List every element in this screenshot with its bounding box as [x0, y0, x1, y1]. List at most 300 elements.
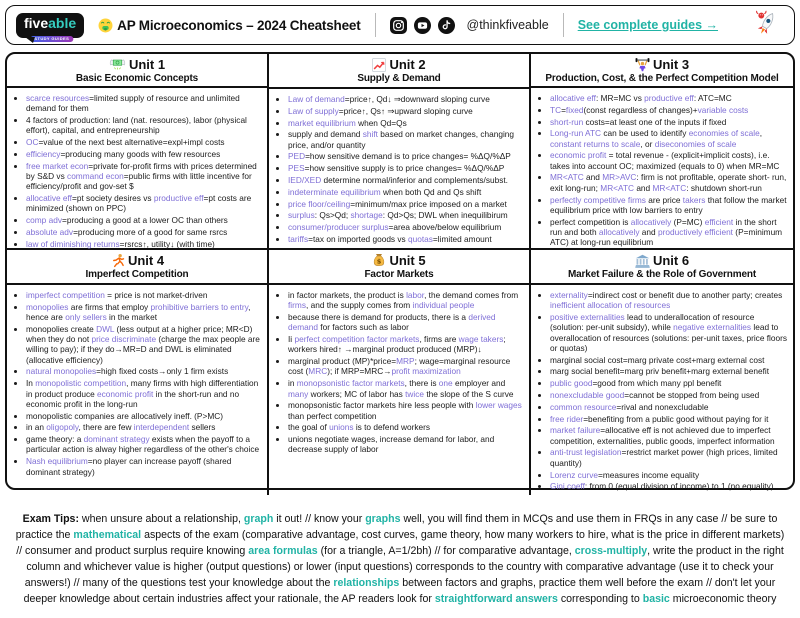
text-segment: MR<ATC	[652, 182, 687, 193]
runner-icon	[110, 253, 125, 268]
bullet-item	[550, 217, 789, 248]
bullet-item	[550, 105, 789, 115]
text-segment: monopolies create	[26, 323, 97, 334]
bullet-item	[26, 93, 263, 114]
text-segment: = price is not market-driven	[104, 290, 208, 300]
text-segment: basic	[642, 593, 670, 606]
logo-text-five: five	[24, 14, 49, 31]
bullet-item	[26, 149, 263, 159]
text-segment: area formulas	[248, 545, 318, 558]
bullet-item	[550, 150, 789, 171]
text-segment: public good	[550, 378, 593, 389]
text-segment: in the short-run and no economic profit in the long-run	[26, 388, 240, 409]
fiveable-logo	[16, 13, 84, 41]
bullet-item	[288, 187, 525, 197]
text-segment: fixed	[565, 104, 584, 115]
text-segment: : ATC=MC	[693, 93, 732, 103]
text-segment: allocative eff	[26, 193, 72, 204]
unit-4-bullet-list	[7, 290, 263, 493]
text-segment: (const regardless of changes)+	[583, 104, 698, 115]
text-segment: PES	[288, 163, 305, 174]
unit-3-panel	[531, 54, 793, 250]
bullet-item	[26, 366, 263, 376]
text-segment: cross-multiply	[574, 545, 648, 558]
text-segment: Long-run ATC	[550, 128, 602, 139]
unit-4-panel	[7, 250, 269, 495]
text-segment: is to defend workers	[353, 422, 431, 433]
unit-subtitle: Market Failure & the Role of Government	[567, 269, 757, 280]
unit-6-panel	[531, 250, 793, 495]
text-segment: =rsrcs↑, utility↓ (with time)	[119, 238, 215, 249]
text-segment: =no player can increase payoff (shared dominant strategy)	[26, 456, 232, 477]
bullet-item	[288, 210, 525, 220]
text-segment: employer and	[452, 378, 506, 389]
bullet-item	[288, 378, 525, 399]
bullet-item	[550, 390, 789, 400]
text-segment: : firm is not profitable, operate short- run, exit long-run;	[550, 172, 787, 193]
text-segment: scarce resources	[26, 93, 90, 103]
text-segment: = total revenue - (explicit+implicit costs), i.e. takes into account OC; maximized (equals to 0) when MR=MC	[550, 150, 780, 171]
bullet-item	[288, 118, 525, 128]
text-segment: efficient	[704, 216, 734, 227]
unit-1-bullet-list	[7, 93, 263, 250]
bullet-item	[26, 324, 263, 365]
text-segment: in the short run and both	[550, 216, 777, 237]
text-segment: well, you will find them in MCQs and use them in FRQs in any case // be sure to practice the	[15, 513, 778, 542]
text-segment: imperfect competition	[26, 290, 105, 300]
bullet-item	[550, 195, 789, 216]
text-segment: command econ	[67, 170, 124, 181]
unit-subtitle: Supply & Demand	[357, 73, 441, 84]
text-segment: surplus	[288, 210, 315, 221]
unit-subtitle: Factor Markets	[364, 269, 434, 280]
text-segment: takers	[682, 194, 706, 205]
bullet-item	[26, 422, 263, 432]
text-segment: aspects of the exam (comparative advantage, cost curves, game theory, how many workers to hire, what is the price in different markets) // consumer and product surplus require knowing	[16, 529, 785, 558]
text-segment: =good from which many ppl benefit	[592, 378, 722, 389]
text-segment: In	[26, 378, 36, 389]
text-segment: unions	[329, 422, 354, 433]
unit-3-bullet-list	[531, 93, 789, 249]
text-segment: market failure	[550, 425, 601, 436]
text-segment: , firms are	[419, 334, 459, 345]
text-segment: short-run	[550, 116, 584, 127]
social-handle: @thinkfiveable	[466, 18, 549, 32]
text-segment: monopolies	[26, 301, 69, 312]
unit-3-header	[531, 54, 793, 88]
text-segment: =rival and nonexcludable	[616, 401, 709, 412]
text-segment: =restrict market power (high prices, limited quantity)	[550, 447, 778, 468]
text-segment: exists when the payoff to a particular action is alway higher regardless of the other's choice	[26, 434, 260, 455]
text-segment: lower wages	[475, 400, 522, 411]
text-segment: =how sensitive supply is to price changes= %ΔQ/%ΔP	[304, 163, 505, 174]
youtube-icon[interactable]	[414, 17, 431, 34]
text-segment: =high fixed costs→only 1 firm exists	[96, 366, 229, 377]
logo-text-able: able	[48, 14, 77, 31]
text-segment: =area above/below equilibrium	[388, 222, 502, 233]
text-segment: the goal of	[288, 422, 330, 433]
svg-text:$: $	[377, 257, 382, 266]
bullet-item	[288, 106, 525, 116]
text-segment: =how sensitive demand is to price changes= %ΔQ/%ΔP	[305, 151, 511, 162]
text-segment: anti-trust legislation	[550, 447, 622, 458]
text-segment: workers; MC of labor has	[308, 388, 406, 399]
bullet-item	[550, 117, 789, 127]
text-segment: variable costs	[697, 104, 749, 115]
bullet-item	[26, 434, 263, 455]
text-segment: monopsonistic factor markets hire less people with	[288, 400, 476, 411]
bullet-item	[550, 425, 789, 446]
text-segment: perfect competition is	[550, 216, 631, 227]
text-segment: , the demand comes from	[424, 290, 519, 300]
exam-tips	[12, 511, 788, 608]
text-segment: (charge the max people are willing to pay); if they do→MR=D and DWL is eliminated (allocative efficiency)	[26, 334, 260, 365]
divider	[563, 13, 564, 37]
text-segment: market equilibrium	[288, 117, 356, 128]
bullet-item	[26, 302, 263, 323]
text-segment: allocatively	[630, 216, 672, 227]
text-segment: allocative eff	[550, 93, 596, 103]
text-segment: graphs	[365, 513, 401, 525]
text-segment: than perfect competition	[288, 410, 377, 421]
text-segment: =producing many goods with few resources	[60, 148, 221, 159]
bullet-item	[550, 378, 789, 388]
text-segment: when both Qd and Qs shift	[380, 186, 482, 197]
text-segment: =producing more of a good for same rsrcs	[73, 226, 228, 237]
text-segment: when unsure about a relationship,	[81, 513, 244, 525]
text-segment: monopolistic competition	[35, 378, 127, 389]
text-segment: inefficient allocation of resources	[550, 300, 671, 311]
divider	[375, 13, 376, 37]
text-segment: negative externalities	[673, 322, 752, 333]
text-segment: nonexcludable good	[550, 390, 625, 401]
bullet-item	[550, 355, 789, 365]
unit-2-panel	[269, 54, 531, 250]
bullet-item	[288, 222, 525, 232]
text-segment: =producing a good at a lower OC than others	[61, 215, 228, 226]
text-segment: TC	[550, 104, 562, 115]
text-segment: lead to underallocation of resource (solution: per-unit subsidy), while	[550, 312, 755, 333]
text-segment: =pt society desires vs	[71, 193, 154, 204]
text-segment: =minimum/max price imposed on a market	[350, 198, 507, 209]
text-segment: free rider	[550, 413, 584, 424]
header-bar	[5, 5, 795, 45]
unit-5-panel	[269, 250, 531, 495]
text-segment: =	[561, 104, 566, 115]
text-segment: , there is	[404, 378, 439, 389]
text-segment: oligopoly	[46, 422, 79, 433]
unit-title: Unit 6	[652, 253, 690, 268]
rocket-crab-mascot-icon	[748, 9, 784, 41]
unit-1-panel	[7, 54, 269, 250]
text-segment: Exam Tips:	[22, 513, 82, 525]
text-segment: and	[583, 172, 603, 183]
unit-title: Unit 4	[127, 253, 165, 268]
text-segment: for factors such as labor	[317, 322, 409, 333]
text-segment: =allocative eff is not achieved due to imperfect competition, externalities, public goods, imperfect information	[550, 425, 775, 446]
bullet-item	[288, 234, 525, 244]
text-segment: =indirect cost or benefit due to another party; creates	[587, 290, 783, 300]
text-segment: , hence are	[26, 301, 251, 323]
bullet-item	[550, 366, 789, 376]
text-segment: straightforward answers	[434, 593, 558, 606]
bullet-item	[288, 199, 525, 209]
text-segment: are firms that employ	[68, 301, 151, 312]
see-complete-guides-link[interactable]: See complete guides →	[577, 18, 719, 32]
text-segment: , there are few	[78, 422, 134, 433]
bullet-item	[26, 161, 263, 192]
money-wings-icon	[109, 58, 126, 71]
text-segment: mathematical	[73, 529, 142, 542]
text-segment: =private for-profit firms with prices determined by S&D vs	[26, 160, 257, 181]
unit-title: Unit 3	[652, 57, 690, 72]
bullet-item	[550, 93, 789, 103]
text-segment: based on market changes, changing price, and/or quantity	[288, 129, 515, 150]
text-segment: , or	[640, 138, 655, 149]
text-segment: , many firms with high differentiation in product produce	[26, 378, 259, 399]
bullet-item	[550, 470, 789, 480]
text-segment: relationships	[333, 577, 400, 590]
bullet-item	[288, 356, 525, 377]
text-segment: lead to overallocation of resources (solutions: per-unit taxes, price floors or quotas)	[550, 322, 788, 353]
text-segment: and	[639, 226, 658, 237]
bullet-item	[26, 290, 263, 300]
text-segment: =price↑, Qs↑ ⇒upward sloping curve	[338, 105, 473, 116]
text-segment: law of diminishing returns	[26, 238, 120, 249]
text-segment: (for a triangle, A=1/2bh) // for comparative advantage,	[317, 545, 575, 558]
text-segment: individual people	[412, 300, 475, 311]
bullet-item	[288, 400, 525, 421]
text-segment: : MR=MC vs	[595, 93, 645, 103]
page-title: AP Microeconomics – 2024 Cheatsheet	[117, 17, 361, 33]
text-segment: supply and demand	[288, 129, 363, 140]
text-segment: =limited supply of resource and unlimited demand for them	[26, 93, 240, 114]
text-segment: can be used to identify	[601, 128, 689, 139]
text-segment: Law of demand	[288, 94, 345, 104]
money-mouth-icon	[98, 18, 113, 33]
bullet-item	[26, 239, 263, 249]
text-segment: ); if MRP=MRC→	[327, 366, 392, 377]
text-segment: productively efficient	[657, 226, 733, 237]
text-segment: : shutdown short-run	[686, 182, 762, 193]
text-segment: derived demand	[288, 312, 496, 333]
text-segment: graph	[243, 513, 274, 525]
money-bag-icon	[372, 253, 386, 268]
text-segment: productive eff	[153, 193, 204, 204]
text-segment: =benefiting from a public good without paying for it	[583, 413, 769, 424]
text-segment: unions negotiate wages, increase demand for labor, and decrease supply of labor	[288, 434, 495, 455]
text-segment: OC	[26, 137, 39, 148]
text-segment: absolute adv	[26, 226, 74, 237]
text-segment: DWL	[96, 323, 115, 334]
text-segment: interdependent	[133, 422, 190, 433]
text-segment: MRC	[308, 366, 328, 377]
bullet-item	[288, 422, 525, 432]
text-segment: , write the product in the right column and whichever value is higher (output questions) or lower (input questions) corresponds to the country with comparative advantage (use it to check your answers!) // many of the questions test your knowledge about the	[24, 545, 784, 590]
bullet-item	[550, 414, 789, 424]
text-segment: (P=MC)	[671, 216, 705, 227]
bullet-item	[550, 312, 789, 353]
text-segment: =measures income equality	[597, 469, 700, 480]
text-segment: Law of supply	[288, 105, 339, 116]
text-segment: are price	[645, 194, 683, 205]
text-segment: : Qs>Qd;	[314, 210, 351, 221]
text-segment: sellers	[189, 422, 216, 433]
text-segment: perfectly competitive firms	[550, 194, 646, 205]
units-grid	[5, 52, 795, 490]
bullet-item	[26, 193, 263, 214]
text-segment: determine normal/inferior and complements/subst.	[321, 174, 508, 185]
chart-increasing-icon	[372, 58, 386, 72]
classical-building-icon	[635, 254, 650, 268]
bullet-item	[288, 129, 525, 150]
unit-2-header	[269, 54, 529, 89]
bullet-item	[550, 128, 789, 149]
text-segment: economic profit	[97, 388, 154, 399]
bullet-item	[26, 378, 263, 409]
text-segment: quotas	[408, 233, 433, 244]
text-segment: , and the supply comes from	[305, 300, 413, 311]
bullet-item	[288, 312, 525, 333]
logo-badge: STUDY GUIDES	[30, 36, 73, 42]
text-segment: free market econ	[26, 160, 89, 171]
text-segment: economic profit	[550, 150, 607, 161]
text-segment: diseconomies of scale	[654, 138, 737, 149]
text-segment: : from 0 (equal division of income) to 1 (no equality)	[584, 481, 774, 492]
text-segment: indeterminate equilibrium	[288, 186, 381, 197]
bullet-item	[26, 137, 263, 147]
text-segment: ; wage=marginal resource cost (	[288, 356, 511, 377]
text-segment: IED/XED	[288, 174, 322, 185]
text-segment: because there is demand for products, there is a	[288, 312, 469, 323]
unit-title: Unit 2	[389, 57, 426, 72]
text-segment: marg social benefit=marg priv benefit+marg external benefit	[550, 366, 770, 377]
unit-subtitle: Basic Economic Concepts	[75, 73, 199, 84]
text-segment: and	[634, 182, 653, 193]
text-segment: between factors and graphs, practice them well before the exam // don't let your deeper knowledge about certain industries affect your rationale, the AP readers look for	[23, 577, 776, 606]
text-segment: ; workers hired↑ →marginal product produced (MRP)↓	[288, 334, 506, 355]
text-segment: game theory: a	[26, 434, 84, 445]
unit-1-header	[7, 54, 267, 88]
text-segment: shift	[362, 129, 378, 140]
text-segment: marginal social cost=marg private cost+marg external cost	[550, 354, 765, 365]
unit-2-bullet-list	[269, 94, 525, 246]
text-segment: Nash equilibrium	[26, 456, 88, 467]
text-segment: only sellers	[65, 312, 107, 323]
text-segment: monopsonistic factor markets	[296, 378, 405, 389]
text-segment: : Qd>Qs; DWL when inequilibirum	[382, 210, 508, 221]
unit-5-bullet-list	[269, 290, 525, 493]
unit-title: Unit 5	[389, 253, 426, 268]
text-segment: corresponding to	[557, 593, 643, 606]
text-segment: =public firms with little incentive for efficiency/profit and gov-set $	[26, 170, 252, 192]
text-segment: =tax on imported goods vs	[308, 233, 408, 244]
text-segment: constant returns to scale	[550, 138, 641, 149]
text-segment: shortage	[350, 210, 383, 221]
text-segment: in factor markets, the product is	[288, 290, 407, 300]
unit-6-header	[531, 250, 793, 285]
text-segment: wage takers	[458, 334, 504, 345]
text-segment: comp adv	[26, 215, 62, 226]
text-segment: it out! // know your	[273, 513, 366, 525]
tiktok-icon[interactable]	[438, 17, 455, 34]
bullet-item	[288, 434, 525, 455]
text-segment: =pt costs are minimized (shown on PPC)	[26, 193, 252, 214]
bullet-item	[550, 447, 789, 468]
bullet-item	[550, 481, 789, 491]
social-icons	[390, 17, 455, 34]
unit-6-bullet-list	[531, 290, 789, 493]
instagram-icon[interactable]	[390, 17, 407, 34]
bullet-item	[26, 411, 263, 421]
text-segment: labor	[406, 290, 425, 300]
unit-subtitle: Production, Cost, & the Perfect Competition Model	[545, 73, 779, 84]
text-segment: =limited amount	[432, 233, 492, 244]
text-segment: MRP	[396, 356, 415, 367]
unit-4-header	[7, 250, 267, 285]
bullet-item	[288, 175, 525, 185]
bullet-item	[550, 290, 789, 311]
text-segment: Ii	[288, 334, 295, 345]
text-segment: when Qd=Qs	[355, 117, 407, 128]
bullet-item	[26, 456, 263, 477]
text-segment: marginal product (MP)*price=	[288, 356, 397, 367]
text-segment: PED	[288, 151, 306, 162]
text-segment: consumer/producer surplus	[288, 222, 389, 233]
text-segment: Lorenz curve	[550, 469, 598, 480]
unit-title: Unit 1	[128, 57, 166, 72]
text-segment: externality	[550, 290, 588, 300]
text-segment: in	[288, 378, 297, 389]
text-segment: (less output at a higher price; MR<D) when they do not	[26, 323, 253, 345]
text-segment: ,	[759, 128, 763, 139]
unit-5-header	[269, 250, 529, 285]
text-segment: =value of the next best alternative=expl+impl costs	[38, 137, 225, 148]
text-segment: allocatively	[598, 226, 640, 237]
text-segment: twice	[405, 388, 425, 399]
weightlifter-icon	[635, 57, 650, 72]
bullet-item	[26, 115, 263, 136]
text-segment: in an	[26, 422, 47, 433]
text-segment: many	[288, 388, 309, 399]
text-segment: one	[438, 378, 453, 389]
text-segment: microeconomic theory	[669, 593, 777, 606]
text-segment: price discriminate	[91, 334, 157, 345]
text-segment: tariffs	[288, 233, 309, 244]
bullet-item	[288, 94, 525, 104]
text-segment: common resource	[550, 401, 617, 412]
text-segment: productive eff	[644, 93, 694, 103]
text-segment: positive externalities	[550, 312, 625, 323]
text-segment: in the market	[106, 312, 157, 323]
bullet-item	[288, 290, 525, 311]
bullet-item	[550, 402, 789, 412]
unit-subtitle: Imperfect Competition	[85, 269, 189, 280]
text-segment: =price↑, Qd↓ ⇒downward sloping curve	[344, 94, 490, 104]
text-segment: (P=minimum ATC) at long-run equilibrium	[550, 226, 783, 248]
bullet-item	[288, 163, 525, 173]
bullet-item	[26, 215, 263, 225]
text-segment: price floor/ceiling	[288, 198, 351, 209]
text-segment: MR<ATC	[600, 182, 635, 193]
text-segment: profit maximization	[391, 366, 461, 377]
text-segment: Gini coeff	[550, 481, 585, 492]
text-segment: =cannot be stopped from being used	[624, 390, 760, 401]
text-segment: monopolistic companies are allocatively ineff. (P>MC)	[26, 410, 223, 421]
text-segment: 4 factors of production: land (nat. resources), labor (physical effort), capital, and entrepreneurship	[26, 115, 247, 136]
text-segment: MR>AVC	[602, 172, 637, 183]
text-segment: that follow the market equilibrium price with low barriers to entry	[550, 194, 787, 215]
